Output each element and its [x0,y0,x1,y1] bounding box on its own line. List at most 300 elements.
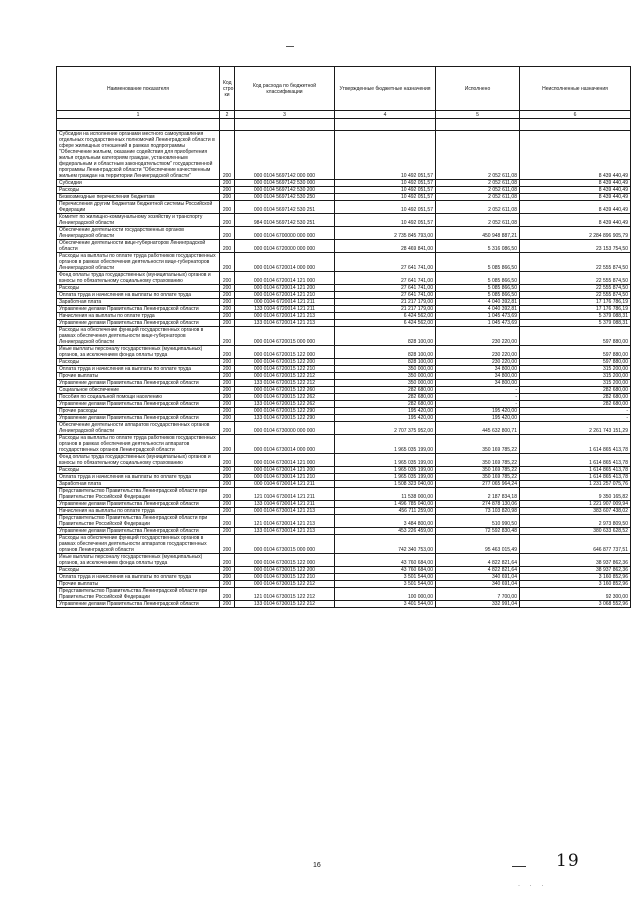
row-expense-code: 000 0104 6730015 122 200 [235,567,335,574]
row-name: Управление делами Правительства Ленинградской области [57,401,220,408]
table-row [57,285,631,292]
row-approved-amount: 742 340 753,00 [335,535,436,554]
row-approved-amount: 6 424 562,00 [335,320,436,327]
row-unexecuted-amount: 282 680,00 [520,394,631,401]
table-row [57,467,631,474]
row-line-code: 200 [220,435,235,454]
table-row [57,481,631,488]
row-line-code: 200 [220,515,235,528]
row-line-code: 200 [220,373,235,380]
row-expense-code: 000 0104 5697142 530 000 [235,180,335,187]
table-row [57,366,631,373]
row-executed-amount: 2 052 611,08 [436,187,520,194]
row-executed-amount: 274 878 130,06 [436,501,520,508]
row-expense-code: 121 0104 6730015 122 212 [235,588,335,601]
column-number: 4 [335,111,436,119]
table-row [57,327,631,346]
row-approved-amount: 282 680,00 [335,387,436,394]
row-unexecuted-amount: 38 937 862,36 [520,554,631,567]
row-name: Обеспечение деятельности аппаратов государственных органов Ленинградской области [57,422,220,435]
row-approved-amount: 43 760 684,00 [335,567,436,574]
row-executed-amount: 2 052 611,08 [436,131,520,180]
row-approved-amount: 350 000,00 [335,373,436,380]
row-line-code: 200 [220,481,235,488]
row-approved-amount: 6 424 562,00 [335,313,436,320]
table-row [57,415,631,422]
row-expense-code: 000 0104 6720015 122 290 [235,408,335,415]
row-unexecuted-amount: - [520,415,631,422]
row-approved-amount: 1 965 035 199,00 [335,474,436,481]
table-row [57,574,631,581]
table-row [57,373,631,380]
row-executed-amount: 73 103 820,98 [436,508,520,515]
row-name: Прочие выплаты [57,581,220,588]
row-expense-code: 000 0104 6720000 000 000 [235,240,335,253]
row-unexecuted-amount: - [520,408,631,415]
row-expense-code: 133 0104 6720014 121 211 [235,306,335,313]
table-row [57,501,631,508]
row-name: Расходы на выплаты по оплате труда работников государственных органов в рамках обеспечения деятельности вице-губернаторов Ленинградской области [57,253,220,272]
page-number: 16 [313,862,321,869]
row-line-code: 200 [220,454,235,467]
row-expense-code: 000 0104 6730014 121 000 [235,454,335,467]
row-expense-code: 000 0104 6720015 122 260 [235,387,335,394]
row-executed-amount: 5 085 866,50 [436,253,520,272]
row-approved-amount: 1 508 323 040,00 [335,481,436,488]
row-name: Пособия по социальной помощи населению [57,394,220,401]
row-unexecuted-amount: 383 607 438,02 [520,508,631,515]
table-row [57,346,631,359]
row-approved-amount: 10 492 051,57 [335,187,436,194]
row-approved-amount: 2 707 375 952,00 [335,422,436,435]
row-expense-code: 000 0104 6730014 121 200 [235,467,335,474]
row-approved-amount: 10 492 051,57 [335,201,436,214]
table-row [57,227,631,240]
spacer-row [57,119,631,131]
table-row [57,201,631,214]
row-executed-amount: 350 169 785,22 [436,454,520,467]
row-approved-amount: 27 641 741,00 [335,285,436,292]
row-unexecuted-amount: 8 439 440,49 [520,194,631,201]
row-expense-code: 000 0104 5697142 530 250 [235,194,335,201]
row-approved-amount: 828 100,00 [335,346,436,359]
table-row [57,508,631,515]
row-unexecuted-amount: 597 880,00 [520,327,631,346]
row-executed-amount: 4 040 392,81 [436,306,520,313]
row-expense-code: 133 0104 6730015 122 212 [235,601,335,608]
table-row [57,408,631,415]
row-expense-code: 000 0104 6720015 122 262 [235,394,335,401]
table-row [57,253,631,272]
row-approved-amount: 1 965 035 199,00 [335,435,436,454]
row-unexecuted-amount: 2 261 743 151,29 [520,422,631,435]
row-name: Оплата труда и начисления на выплаты по оплате труда [57,366,220,373]
table-row [57,554,631,567]
row-approved-amount: 350 000,00 [335,380,436,387]
row-line-code: 200 [220,408,235,415]
row-approved-amount: 828 100,00 [335,327,436,346]
row-expense-code: 133 0104 6730014 121 213 [235,528,335,535]
column-number: 1 [57,111,220,119]
table-row [57,535,631,554]
row-name: Прочие расходы [57,408,220,415]
row-executed-amount: 230 220,00 [436,359,520,366]
row-line-code: 200 [220,581,235,588]
row-approved-amount: 27 641 741,00 [335,292,436,299]
row-line-code: 200 [220,240,235,253]
row-unexecuted-amount: 315 200,00 [520,366,631,373]
row-expense-code: 000 0104 6720014 121 200 [235,285,335,292]
row-executed-amount: 5 085 866,50 [436,272,520,285]
row-name: Расходы [57,359,220,366]
budget-execution-table [56,66,631,608]
row-expense-code: 133 0104 6720015 122 290 [235,415,335,422]
row-line-code: 200 [220,201,235,214]
row-line-code: 200 [220,574,235,581]
row-name: Расходы [57,467,220,474]
row-unexecuted-amount: 92 300,00 [520,588,631,601]
row-name: Начисления на выплаты по оплате труда [57,313,220,320]
row-expense-code: 133 0104 6720015 122 262 [235,401,335,408]
row-line-code: 200 [220,227,235,240]
row-line-code: 200 [220,467,235,474]
table-row [57,292,631,299]
row-approved-amount: 10 492 051,57 [335,131,436,180]
row-approved-amount: 456 711 259,00 [335,508,436,515]
row-name: Управление делами Правительства Ленинградской области [57,415,220,422]
row-unexecuted-amount: 315 200,00 [520,380,631,387]
row-name: Управление делами Правительства Ленинградской области [57,320,220,327]
row-name: Расходы на обеспечение функций государственных органов в рамках обеспечения деятельности аппаратов государственных органов Ленинградской области [57,535,220,554]
row-name: Управление делами Правительства Ленинградской области [57,501,220,508]
row-line-code: 200 [220,488,235,501]
row-approved-amount: 100 000,00 [335,588,436,601]
row-unexecuted-amount: 22 555 874,50 [520,292,631,299]
row-executed-amount: 2 052 611,08 [436,180,520,187]
row-executed-amount: 332 991,04 [436,601,520,608]
row-line-code: 200 [220,292,235,299]
row-executed-amount: 95 463 015,49 [436,535,520,554]
row-executed-amount: 350 169 785,22 [436,467,520,474]
row-expense-code: 133 0104 6720014 121 213 [235,320,335,327]
row-executed-amount: 2 052 611,08 [436,194,520,201]
row-line-code: 200 [220,320,235,327]
table-row [57,180,631,187]
row-executed-amount: - [436,401,520,408]
row-executed-amount: 7 700,00 [436,588,520,601]
row-approved-amount: 28 469 841,00 [335,240,436,253]
row-name: Фонд оплаты труда государственных (муниципальных) органов и взносы по обязательному социальному страхованию [57,272,220,285]
row-approved-amount: 282 680,00 [335,394,436,401]
table-row [57,528,631,535]
row-unexecuted-amount: 597 880,00 [520,359,631,366]
row-unexecuted-amount: 1 614 865 413,78 [520,467,631,474]
table-row [57,131,631,180]
row-name: Субсидии на исполнение органами местного самоуправления отдельных государственных полномочий Ленинградской области в сфере жилищных отношений в рамках подпрограммы "Обеспечение жильем, оказание содействия для приобретения жилья отдельным категориям граждан, установленным федеральным и областным законодательством" государственной программы Ленинградской области "Обеспечение качественным жильем граждан на территории Ленинградской области" [57,131,220,180]
row-unexecuted-amount: 5 379 088,31 [520,313,631,320]
row-unexecuted-amount: 646 877 737,51 [520,535,631,554]
row-approved-amount: 3 401 544,00 [335,601,436,608]
row-executed-amount: 510 990,50 [436,515,520,528]
row-approved-amount: 195 420,00 [335,415,436,422]
row-approved-amount: 2 735 845 793,00 [335,227,436,240]
row-approved-amount: 828 100,00 [335,359,436,366]
row-line-code: 200 [220,501,235,508]
row-executed-amount: 2 052 611,08 [436,214,520,227]
header-executed: Исполнено [436,67,520,111]
table-row [57,272,631,285]
row-line-code: 200 [220,187,235,194]
table-row [57,320,631,327]
row-line-code: 200 [220,299,235,306]
row-executed-amount: 350 169 785,22 [436,435,520,454]
row-name: Прочие выплаты [57,373,220,380]
row-executed-amount: 340 691,04 [436,581,520,588]
header-line-code: Код стро ки [220,67,235,111]
row-expense-code: 133 0104 6720015 122 212 [235,380,335,387]
table-row [57,299,631,306]
row-unexecuted-amount: 22 555 874,50 [520,253,631,272]
row-unexecuted-amount: 380 633 628,52 [520,528,631,535]
row-unexecuted-amount: 8 439 440,49 [520,214,631,227]
row-expense-code: 984 0104 5697142 530 251 [235,214,335,227]
row-executed-amount: 2 052 611,08 [436,201,520,214]
row-executed-amount: 277 065 964,24 [436,481,520,488]
row-executed-amount: 4 822 821,64 [436,567,520,574]
row-executed-amount: 5 085 866,50 [436,285,520,292]
row-executed-amount: 450 948 887,21 [436,227,520,240]
row-approved-amount: 10 492 051,57 [335,194,436,201]
row-line-code: 200 [220,359,235,366]
row-name: Заработная плата [57,481,220,488]
row-unexecuted-amount: 3 160 852,96 [520,574,631,581]
row-line-code: 200 [220,272,235,285]
row-unexecuted-amount: 8 439 440,49 [520,187,631,194]
row-executed-amount: 350 169 785,22 [436,474,520,481]
row-expense-code: 000 0104 6730000 000 000 [235,422,335,435]
row-name: Расходы [57,567,220,574]
column-number: 6 [520,111,631,119]
row-expense-code: 000 0104 6720014 121 210 [235,292,335,299]
row-name: Оплата труда и начисления на выплаты по оплате труда [57,474,220,481]
row-name: Расходы на выплаты по оплате труда работников государственных органов в рамках обеспечения деятельности аппаратов государственных органов Ленинградской области [57,435,220,454]
table-body [57,119,631,608]
row-expense-code: 000 0104 6720015 122 000 [235,346,335,359]
row-executed-amount: 1 045 473,69 [436,313,520,320]
row-executed-amount: 195 420,00 [436,408,520,415]
row-expense-code: 000 0104 6730015 122 212 [235,581,335,588]
row-name: Расходы [57,285,220,292]
table-row [57,401,631,408]
table-row [57,214,631,227]
row-unexecuted-amount: 8 439 440,49 [520,201,631,214]
row-executed-amount: 195 420,00 [436,415,520,422]
row-approved-amount: 1 496 785 040,00 [335,501,436,508]
table-row [57,394,631,401]
row-unexecuted-amount: 17 176 786,19 [520,299,631,306]
row-expense-code: 000 0104 6720014 121 213 [235,313,335,320]
row-unexecuted-amount: 1 614 865 413,78 [520,454,631,467]
row-name: Комитет по жилищно-коммунальному хозяйству и транспорту Ленинградской области [57,214,220,227]
row-approved-amount: 27 641 741,00 [335,272,436,285]
row-name: Безвозмездные перечисления бюджетам [57,194,220,201]
row-name: Обеспечение деятельности государственных органов Ленинградской области [57,227,220,240]
row-name: Иные выплаты персоналу государственных (муниципальных) органов, за исключением фонда оплаты труда [57,346,220,359]
header-expense-code: Код расхода по бюджетной классификации [235,67,335,111]
row-expense-code: 000 0104 6720014 121 211 [235,299,335,306]
row-approved-amount: 1 965 035 199,00 [335,467,436,474]
row-executed-amount: 230 220,00 [436,327,520,346]
row-unexecuted-amount: 23 153 754,50 [520,240,631,253]
row-name: Заработная плата [57,299,220,306]
row-line-code: 200 [220,346,235,359]
row-unexecuted-amount: 597 880,00 [520,346,631,359]
table-row [57,240,631,253]
row-line-code: 200 [220,474,235,481]
row-line-code: 200 [220,380,235,387]
row-approved-amount: 21 217 179,00 [335,299,436,306]
row-line-code: 200 [220,214,235,227]
row-name: Обеспечение деятельности вице-губернаторов Ленинградской области [57,240,220,253]
row-executed-amount: - [436,394,520,401]
row-unexecuted-amount: 315 200,00 [520,373,631,380]
row-line-code: 200 [220,327,235,346]
row-expense-code: 000 0104 5697142 530 200 [235,187,335,194]
row-line-code: 200 [220,366,235,373]
row-name: Иные выплаты персоналу государственных (муниципальных) органов, за исключением фонда оплаты труда [57,554,220,567]
row-expense-code: 121 0104 6730014 121 211 [235,488,335,501]
row-line-code: 200 [220,306,235,313]
row-line-code: 200 [220,387,235,394]
row-unexecuted-amount: 38 937 862,36 [520,567,631,574]
row-unexecuted-amount: 22 555 874,50 [520,285,631,292]
table-row [57,187,631,194]
row-line-code: 200 [220,180,235,187]
row-expense-code: 000 0104 6730014 000 000 [235,435,335,454]
row-executed-amount: 4 040 392,81 [436,299,520,306]
table-row [57,474,631,481]
handwritten-page-number: 19 [556,851,580,871]
table-row [57,194,631,201]
row-unexecuted-amount: 8 439 440,49 [520,180,631,187]
row-executed-amount: 72 592 830,48 [436,528,520,535]
top-dash-mark [286,46,294,47]
row-name: Расходы на обеспечение функций государственных органов в рамках обеспечения деятельности вице-губернаторов Ленинградской области [57,327,220,346]
row-line-code: 200 [220,285,235,292]
row-line-code: 200 [220,415,235,422]
row-line-code: 200 [220,567,235,574]
row-expense-code: 000 0104 6700000 000 000 [235,227,335,240]
row-name: Субсидии [57,180,220,187]
row-expense-code: 000 0104 6730014 121 213 [235,508,335,515]
column-number: 5 [436,111,520,119]
row-approved-amount: 1 965 035 199,00 [335,454,436,467]
table-header-row [57,67,631,111]
row-expense-code: 000 0104 6720014 000 000 [235,253,335,272]
row-unexecuted-amount: 2 284 896 905,79 [520,227,631,240]
row-name: Фонд оплаты труда государственных (муниципальных) органов и взносы по обязательному социальному страхованию [57,454,220,467]
table-row [57,601,631,608]
row-expense-code: 000 0104 6720014 121 000 [235,272,335,285]
table-row [57,581,631,588]
row-line-code: 200 [220,508,235,515]
row-unexecuted-amount: 3 068 552,96 [520,601,631,608]
row-executed-amount: 34 800,00 [436,380,520,387]
table-row [57,567,631,574]
table-row [57,422,631,435]
row-name: Представительство Правительства Ленинградской области при Правительстве Российской Федерации [57,515,220,528]
row-name: Управление делами Правительства Ленинградской области [57,306,220,313]
row-expense-code: 000 0104 5697142 000 000 [235,131,335,180]
row-line-code: 200 [220,394,235,401]
row-executed-amount: - [436,387,520,394]
row-line-code: 200 [220,528,235,535]
row-unexecuted-amount: 8 439 440,49 [520,131,631,180]
column-number-row [57,111,631,119]
row-name: Управление делами Правительства Ленинградской области [57,601,220,608]
row-approved-amount: 43 760 684,00 [335,554,436,567]
row-executed-amount: 230 220,00 [436,346,520,359]
row-approved-amount: 10 492 051,57 [335,214,436,227]
row-line-code: 200 [220,535,235,554]
row-executed-amount: 5 316 086,50 [436,240,520,253]
table-row [57,515,631,528]
row-approved-amount: 350 000,00 [335,366,436,373]
row-expense-code: 000 0104 6720015 122 210 [235,366,335,373]
row-approved-amount: 21 217 179,00 [335,306,436,313]
row-unexecuted-amount: 17 176 786,19 [520,306,631,313]
table-row [57,359,631,366]
row-approved-amount: 27 641 741,00 [335,253,436,272]
table-row [57,488,631,501]
row-line-code: 200 [220,194,235,201]
row-expense-code: 000 0104 6730014 121 210 [235,474,335,481]
row-unexecuted-amount: 282 680,00 [520,401,631,408]
row-name: Представительство Правительства Ленинградской области при Правительстве Российской Федерации [57,588,220,601]
row-executed-amount: 340 691,04 [436,574,520,581]
header-approved: Утвержденные бюджетные назначения [335,67,436,111]
row-unexecuted-amount: 5 379 088,31 [520,320,631,327]
row-line-code: 200 [220,601,235,608]
row-name: Представительство Правительства Ленинградской области при Правительстве Российской Федерации [57,488,220,501]
row-executed-amount: 5 085 866,50 [436,292,520,299]
row-executed-amount: 2 187 834,18 [436,488,520,501]
row-approved-amount: 3 501 544,00 [335,581,436,588]
row-name: Управление делами Правительства Ленинградской области [57,380,220,387]
header-unexecuted: Неисполненные назначения [520,67,631,111]
row-expense-code: 000 0104 6730015 122 000 [235,554,335,567]
row-unexecuted-amount: 3 160 852,96 [520,581,631,588]
row-expense-code: 133 0104 6730014 121 211 [235,501,335,508]
row-name: Оплата труда и начисления на выплаты по оплате труда [57,574,220,581]
row-expense-code: 000 0104 6730015 122 210 [235,574,335,581]
row-approved-amount: 10 492 051,57 [335,180,436,187]
row-expense-code: 000 0104 5697142 530 251 [235,201,335,214]
row-unexecuted-amount: 2 973 809,50 [520,515,631,528]
row-expense-code: 000 0104 6730014 121 211 [235,481,335,488]
table-row [57,306,631,313]
table-row [57,387,631,394]
row-unexecuted-amount: 1 231 257 075,76 [520,481,631,488]
row-approved-amount: 282 680,00 [335,401,436,408]
row-name: Расходы [57,187,220,194]
row-line-code: 200 [220,313,235,320]
row-executed-amount: 1 045 473,69 [436,320,520,327]
row-executed-amount: 445 632 800,71 [436,422,520,435]
row-name: Оплата труда и начисления на выплаты по оплате труда [57,292,220,299]
row-executed-amount: 4 822 821,64 [436,554,520,567]
table-row [57,435,631,454]
